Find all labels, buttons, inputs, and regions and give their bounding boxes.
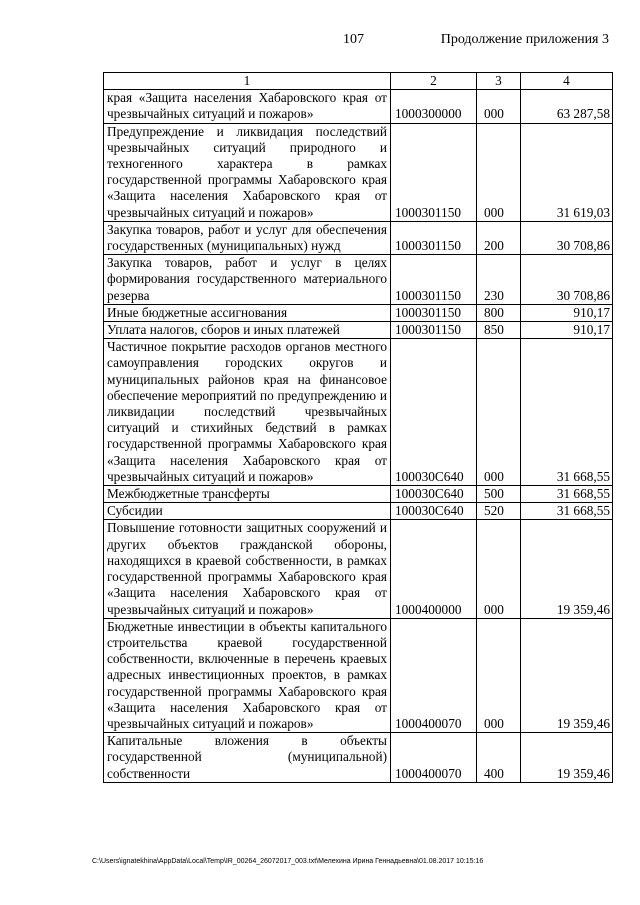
row-sum-cell: 31 668,55 xyxy=(521,503,613,520)
row-name-cell: края «Защита населения Хабаровского края от чрезвычайных ситуаций и пожаров» xyxy=(104,90,391,123)
row-name-cell: Капитальные вложения в объекты государственной (муниципальной) собственности xyxy=(104,733,391,783)
row-code-cell: 100030С640 xyxy=(391,486,477,503)
row-sum-cell: 19 359,46 xyxy=(521,733,613,783)
row-vr-cell: 000 xyxy=(477,123,521,221)
table-row xyxy=(104,520,613,618)
row-vr-cell: 400 xyxy=(477,733,521,783)
row-code-cell: 1000301150 xyxy=(391,221,477,254)
table-row xyxy=(104,618,613,732)
row-name-cell: Иные бюджетные ассигнования xyxy=(104,304,391,321)
row-code-cell: 100030С640 xyxy=(391,503,477,520)
row-code-cell: 1000400070 xyxy=(391,618,477,732)
page-number: 107 xyxy=(343,32,364,47)
column-header-4: 4 xyxy=(521,73,613,90)
budget-table xyxy=(103,72,613,783)
row-vr-cell: 520 xyxy=(477,503,521,520)
row-name-cell: Субсидии xyxy=(104,503,391,520)
row-vr-cell: 850 xyxy=(477,322,521,339)
row-sum-cell: 30 708,86 xyxy=(521,221,613,254)
row-vr-cell: 230 xyxy=(477,255,521,305)
row-name-cell: Закупка товаров, работ и услуг в целях формирования государственного материального резерва xyxy=(104,255,391,305)
row-vr-cell: 200 xyxy=(477,221,521,254)
row-name-cell: Бюджетные инвестиции в объекты капитального строительства краевой государственной собственности, включенные в перечень краевых адресных инвестиционных проектов, в рамках государственной программы Хабаровского края «Защита населения Хабаровского края от чрезвычайных ситуаций и пожаров» xyxy=(104,618,391,732)
table-row xyxy=(104,339,613,486)
column-header-1: 1 xyxy=(104,73,391,90)
row-code-cell: 1000301150 xyxy=(391,123,477,221)
table-row xyxy=(104,221,613,254)
row-sum-cell: 910,17 xyxy=(521,304,613,321)
row-code-cell: 1000400070 xyxy=(391,733,477,783)
row-sum-cell: 31 668,55 xyxy=(521,339,613,486)
row-sum-cell: 30 708,86 xyxy=(521,255,613,305)
row-code-cell: 1000301150 xyxy=(391,322,477,339)
table-row xyxy=(104,733,613,783)
column-header-2: 2 xyxy=(391,73,477,90)
row-code-cell: 100030С640 xyxy=(391,339,477,486)
row-sum-cell: 910,17 xyxy=(521,322,613,339)
row-vr-cell: 000 xyxy=(477,520,521,618)
table-row xyxy=(104,255,613,305)
row-name-cell: Повышение готовности защитных сооружений и других объектов гражданской обороны, находящихся в краевой собственности, в рамках государственной программы Хабаровского края «Защита населения Хабаровского края от чрезвычайных ситуаций и пожаров» xyxy=(104,520,391,618)
row-vr-cell: 000 xyxy=(477,90,521,123)
file-path-footer: C:\Users\ignatekhina\AppData\Local\Temp\IR_00264_26072017_003.txt\Мелехина Ирина Геннадьевна\01.08.2017 10:15:16 xyxy=(92,858,484,865)
continuation-label: Продолжение приложения 3 xyxy=(440,32,609,47)
row-name-cell: Уплата налогов, сборов и иных платежей xyxy=(104,322,391,339)
row-vr-cell: 500 xyxy=(477,486,521,503)
row-code-cell: 1000301150 xyxy=(391,304,477,321)
row-vr-cell: 000 xyxy=(477,339,521,486)
table-row xyxy=(104,123,613,221)
row-sum-cell: 19 359,46 xyxy=(521,520,613,618)
row-code-cell: 1000300000 xyxy=(391,90,477,123)
table-row xyxy=(104,503,613,520)
table-row xyxy=(104,304,613,321)
row-code-cell: 1000400000 xyxy=(391,520,477,618)
row-vr-cell: 800 xyxy=(477,304,521,321)
table-row xyxy=(104,322,613,339)
table-row xyxy=(104,90,613,123)
row-name-cell: Частичное покрытие расходов органов местного самоуправления городских округов и муниципальных районов края на финансовое обеспечение мероприятий по предупреждению и ликвидации последствий чрезвычайных ситуаций и стихийных бедствий в рамках государственной программы Хабаровского края «Защита населения Хабаровского края от чрезвычайных ситуаций и пожаров» xyxy=(104,339,391,486)
row-code-cell: 1000301150 xyxy=(391,255,477,305)
row-sum-cell: 63 287,58 xyxy=(521,90,613,123)
row-vr-cell: 000 xyxy=(477,618,521,732)
row-name-cell: Предупреждение и ликвидация последствий чрезвычайных ситуаций природного и техногенного характера в рамках государственной программы Хабаровского края «Защита населения Хабаровского края от чрезвычайных ситуаций и пожаров» xyxy=(104,123,391,221)
row-sum-cell: 19 359,46 xyxy=(521,618,613,732)
page-header xyxy=(0,32,640,52)
column-header-3: 3 xyxy=(477,73,521,90)
table-row xyxy=(104,486,613,503)
row-sum-cell: 31 668,55 xyxy=(521,486,613,503)
row-name-cell: Закупка товаров, работ и услуг для обеспечения государственных (муниципальных) нужд xyxy=(104,221,391,254)
row-name-cell: Межбюджетные трансферты xyxy=(104,486,391,503)
column-header-row xyxy=(104,73,613,90)
row-sum-cell: 31 619,03 xyxy=(521,123,613,221)
